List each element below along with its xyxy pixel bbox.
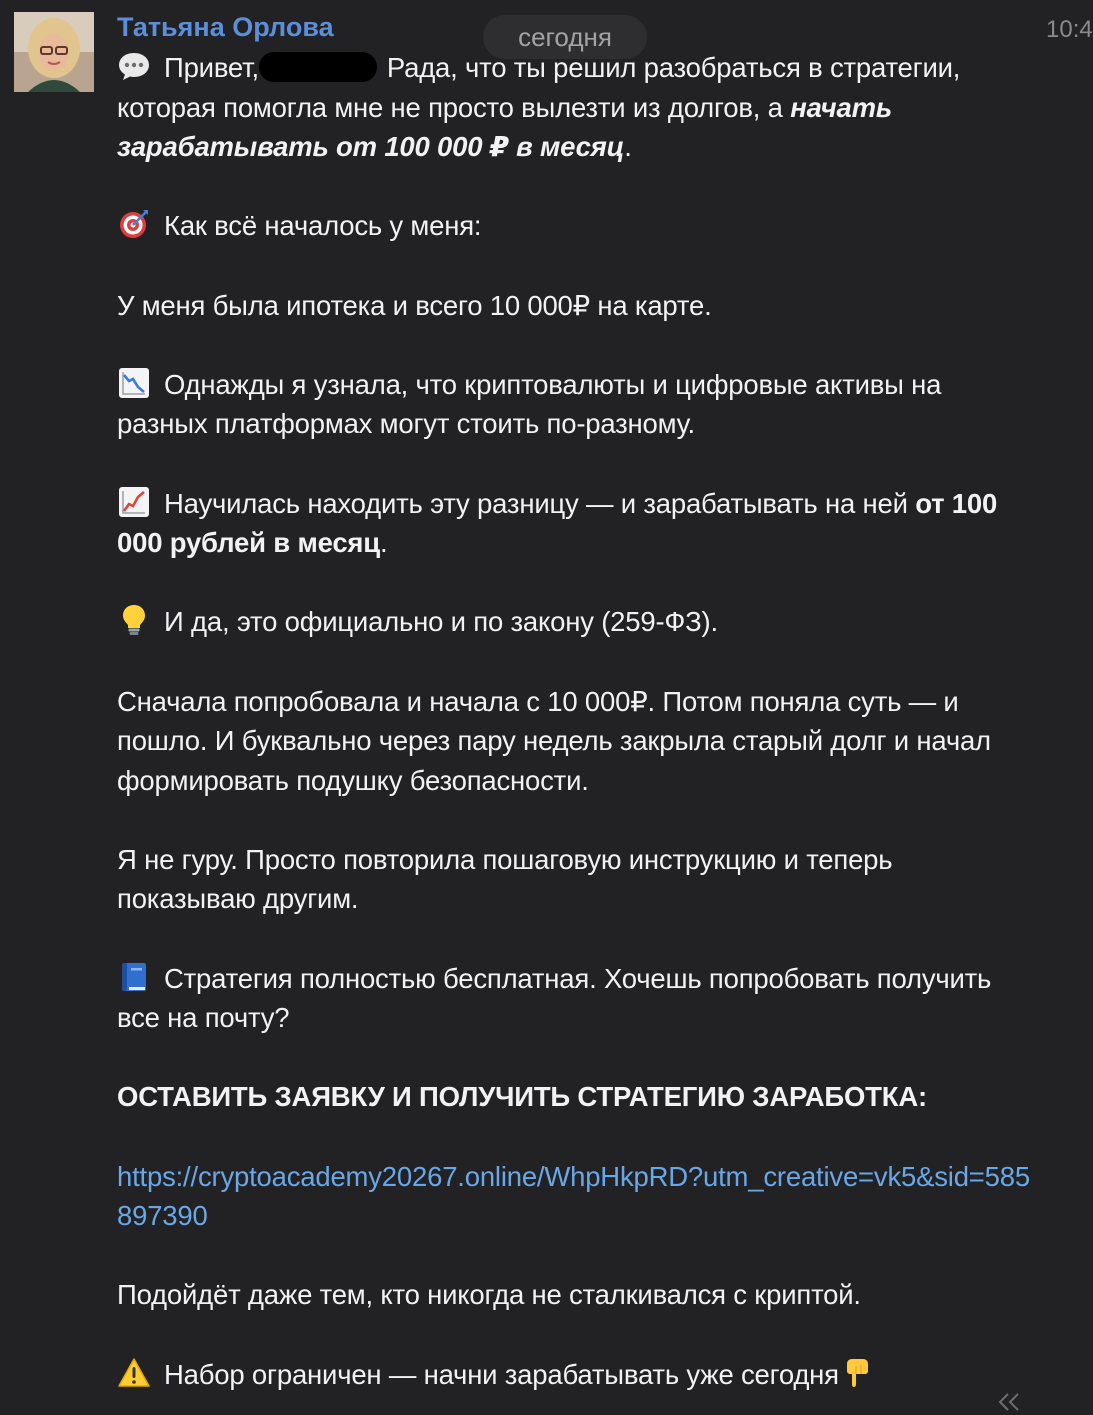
strategy-link[interactable]: https://cryptoacademy20267.online/WhpHkpRD?utm_creative=vk5&sid=585897390 (117, 1160, 1030, 1232)
story-paragraph: Сначала попробовала и начала с 10 000₽. Потом поняла суть — и пошло. И буквально через пару недель закрыла старый долг и начал формировать подушку безопасности. (117, 685, 991, 796)
limited-text: Набор ограничен — начни зарабатывать уже сегодня (164, 1358, 839, 1390)
free-strategy-text: Стратегия полностью бесплатная. Хочешь попробовать получить все на почту? (117, 962, 992, 1034)
legal-paragraph (117, 602, 1037, 642)
warning-icon (117, 1356, 151, 1390)
blue-book-icon (117, 960, 151, 994)
sender-name-text: Татьяна Орлова (117, 12, 334, 42)
mortgage-paragraph: У меня была ипотека и всего 10 000₽ на карте. (117, 289, 712, 321)
greeting-paragraph (117, 48, 1037, 167)
greeting-end: . (624, 131, 632, 163)
pointing-down-icon (841, 1356, 875, 1390)
learned-text-before: Научилась находить эту разницу — и зарабатывать на ней (164, 487, 916, 519)
greeting-text-after: Рада, что ты решил разобраться в стратегии, которая помогла мне не просто вылезти из долгов, а (117, 52, 961, 123)
greeting-text-before: Привет, (164, 52, 259, 83)
learned-end: . (379, 527, 388, 559)
chart-increasing-icon (117, 485, 151, 519)
light-bulb-icon (117, 603, 151, 637)
learned-paragraph (117, 484, 1037, 563)
discovery-text: Однажды я узнала, что криптовалюты и цифровые активы на разных платформах могут стоить по-разному. (117, 368, 942, 440)
not-guru-paragraph: Я не гуру. Просто повторила пошаговую инструкцию и теперь показываю другим. (117, 843, 893, 915)
message-body (117, 48, 1037, 1394)
redacted-name (259, 52, 377, 82)
speech-bubble-icon (117, 49, 151, 83)
sender-name[interactable] (117, 10, 334, 44)
limited-paragraph (117, 1355, 1037, 1395)
suitable-paragraph: Подойдёт даже тем, кто никогда не сталкивался с криптой. (117, 1279, 861, 1311)
message-time: 10:4 (1046, 16, 1093, 43)
date-pill: сегодня (483, 15, 647, 59)
learned-bold-text: от 100 000 рублей в месяц (117, 487, 998, 559)
chart-decreasing-icon (117, 366, 151, 400)
greeting-bold-text: начать зарабатывать от 100 000 ₽ в месяц (117, 91, 892, 163)
legal-text: И да, это официально и по закону (259-ФЗ). (164, 606, 718, 638)
free-strategy-paragraph (117, 959, 1037, 1038)
target-icon (117, 207, 151, 241)
start-heading-text: Как всё началось у меня: (164, 210, 482, 242)
cta-paragraph: ОСТАВИТЬ ЗАЯВКУ И ПОЛУЧИТЬ СТРАТЕГИЮ ЗАРАБОТКА: (117, 1081, 927, 1113)
avatar[interactable] (14, 12, 94, 92)
start-heading-paragraph (117, 206, 1037, 246)
discovery-paragraph (117, 365, 1037, 444)
link-paragraph (117, 1157, 1037, 1236)
scroll-down-icon[interactable] (996, 1388, 1036, 1410)
